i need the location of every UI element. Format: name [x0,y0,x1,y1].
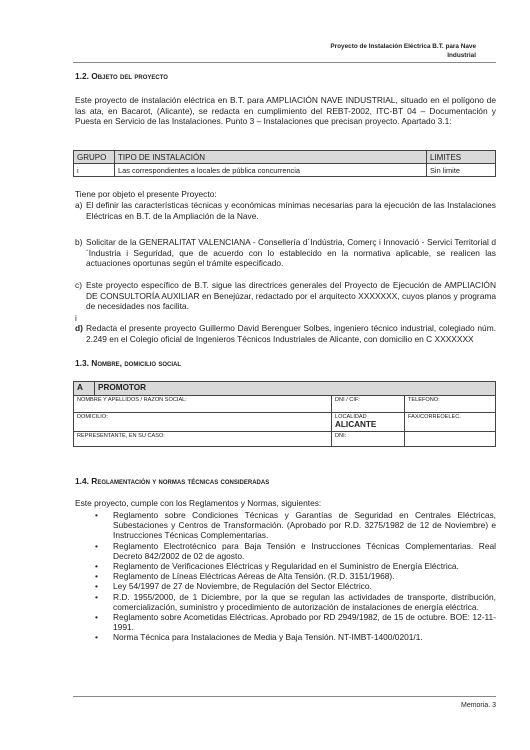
list-item [95,541,496,561]
section-1-2-intro: Este proyecto de instalación eléctrica en B.T. para AMPLIACIÓN NAVE INDUSTRIAL, situado en el polígono de las ata, en Bacarot, (Alicante), se redacta en cumplimiento del REBT-2002, ITC-BT 04 – Documentación y Puesta en Servicio de las Instalaciones. Punto 3 – Instalaciones que precisan proyecto. Apartado 3.1: [75,95,496,127]
promotor-table [73,381,496,447]
list-item [95,612,496,632]
item-letter: a) [75,200,83,210]
field-representante: REPRESENTANTE, EN SU CASO: [74,432,332,447]
bullet-icon: • [95,540,98,551]
list-item-a [75,200,496,221]
promotor-label: PROMOTOR [95,382,496,396]
bullet-icon: • [95,591,98,602]
header-divider [73,62,496,63]
list-item [95,571,496,581]
list-item [95,510,496,541]
header-line-2: Industrial [447,52,476,59]
page-header [300,42,476,60]
list-item [95,632,496,642]
col-grupo: GRUPO [74,151,115,164]
bullet-text: Reglamento de Verificaciones Eléctricas y Regularidad en el Suministro de Energía Eléctrica. [113,561,459,572]
promotor-letter: A [74,382,95,396]
field-domicilio: DOMICILIO: [74,413,332,432]
objeto-intro: Tiene por objeto el presente Proyecto: [75,189,217,199]
promotor-row [74,413,496,432]
list-item-b [75,237,496,269]
field-name: NOMBRE Y APELLIDOS / RAZON SOCIAL: [74,396,332,413]
section-1-4-title: 1.4. Reglamentación y normas técnicas consideradas [75,476,270,486]
col-limites: LIMITES [427,151,496,164]
field-fax: FAX/CORREOELEC. [405,413,496,432]
item-letter: c) [75,280,82,290]
field-empty [405,432,496,447]
bullet-icon: • [95,510,98,520]
list-item [95,592,496,612]
field-tel: TELEFONO: [405,396,496,413]
promotor-row [74,432,496,447]
bullet-text: Reglamento sobre Condiciones Técnicas y Garantías de Seguridad en Centrales Eléctricas, Subestaciones y Centros de Transformación. (Aprobado por R.D. 3275/1982 de 12 de Noviembre) e Instrucciones Técnicas Complementarias. [113,510,496,541]
item-text: Solicitar de la GENERALITAT VALENCIANA - Consellería d´Indústria, Comerç i Innovació - Servici Territorial d´Industria i Seguridad, que de acuerdo con lo establecido en la normativa aplicable, se realicen las actuaciones oportunas según el trámite especificado. [86,237,496,269]
bullet-text: Reglamento sobre Acometidas Eléctricas. Aprobado por RD 2949/1982, de 15 de octubre. BOE: 12-11-1991. [113,612,496,633]
stray-marker: i [75,313,77,323]
field-dni2: DNI: [332,432,405,447]
bullet-text: Ley 54/1997 de 27 de Noviembre, de Regulación del Sector Eléctrico. [113,581,372,592]
installation-type-table [73,150,496,177]
list-item-d [75,323,496,344]
header-line-1: Proyecto de Instalación Eléctrica B.T. para Nave [330,43,476,50]
cell-grupo: i [74,164,115,177]
bullet-icon: • [95,561,98,572]
item-text: Este proyecto específico de B.T. sigue las directrices generales del Proyecto de Ejecución de AMPLIACIÓN DE CONSULTORÍA AUXILIAR en Benejúzar, redactado por el arquitecto XXXXXXX, cuyos planos y programa de necesidades nos facilita. [86,280,496,312]
regulations-list [95,510,496,643]
table-header-row [74,151,496,164]
list-item [95,581,496,591]
item-text: Redacta el presente proyecto Guillermo David Berenguer Solbes, ingeniero técnico industrial, colegiado núm. 2.249 en el Colegio oficial de Ingenieros Técnicos Industriales de Alicante, con domicilio en C XXXXXXX [86,323,496,344]
item-text: El definir las características técnicas y económicas mínimas necesarias para la ejecución de las Instalaciones Eléctricas en B.T. de la Ampliación de la Nave. [86,200,496,221]
page-number: Memoria. 3 [460,702,496,709]
footer-divider [73,696,496,697]
item-letter: d) [75,323,83,333]
bullet-icon: • [95,581,98,592]
localidad-label: LOCALIDAD [335,414,367,420]
field-dni: DNI / CIF: [332,396,405,413]
cell-limites: Sin limite [427,164,496,177]
bullet-text: Reglamento Electrotécnico para Baja Tensión e Instrucciones Técnicas Complementarias. Real Decreto 842/2002 de 02 de agosto. [113,540,496,561]
item-letter: b) [75,237,83,247]
col-tipo: TIPO DE INSTALACIÓN [115,151,427,164]
bullet-text: Norma Técnica para Instalaciones de Media y Baja Tensión. NT-IMBT-1400/0201/1. [113,632,423,643]
list-item [95,561,496,571]
section-1-3-title: 1.3. Nombre, domicilio social [75,358,181,368]
field-localidad [332,413,405,432]
bullet-icon: • [95,612,98,623]
promotor-header-row [74,382,496,396]
section-1-2-title: 1.2. Objeto del proyecto [75,71,168,81]
localidad-value: ALICANTE [335,420,377,429]
cell-tipo: Las correspondientes a locales de pública concurrencia [115,164,427,177]
bullet-text: Reglamento de Líneas Eléctricas Aéreas de Alta Tensión. (R.D. 3151/1968). [113,571,395,582]
list-item-c [75,280,496,312]
table-row [74,164,496,177]
bullet-icon: • [95,632,98,643]
section-1-4-intro: Este proyecto, cumple con los Reglamentos y Normas, siguientes: [75,498,322,508]
bullet-text: R.D. 1955/2000, de 1 Diciembre, por la que se regulan las actividades de transporte, distribución, comercialización, suministro y procedimiento de autorización de instalaciones de energía eléctrica. [113,591,496,612]
bullet-icon: • [95,571,98,582]
promotor-row [74,396,496,413]
